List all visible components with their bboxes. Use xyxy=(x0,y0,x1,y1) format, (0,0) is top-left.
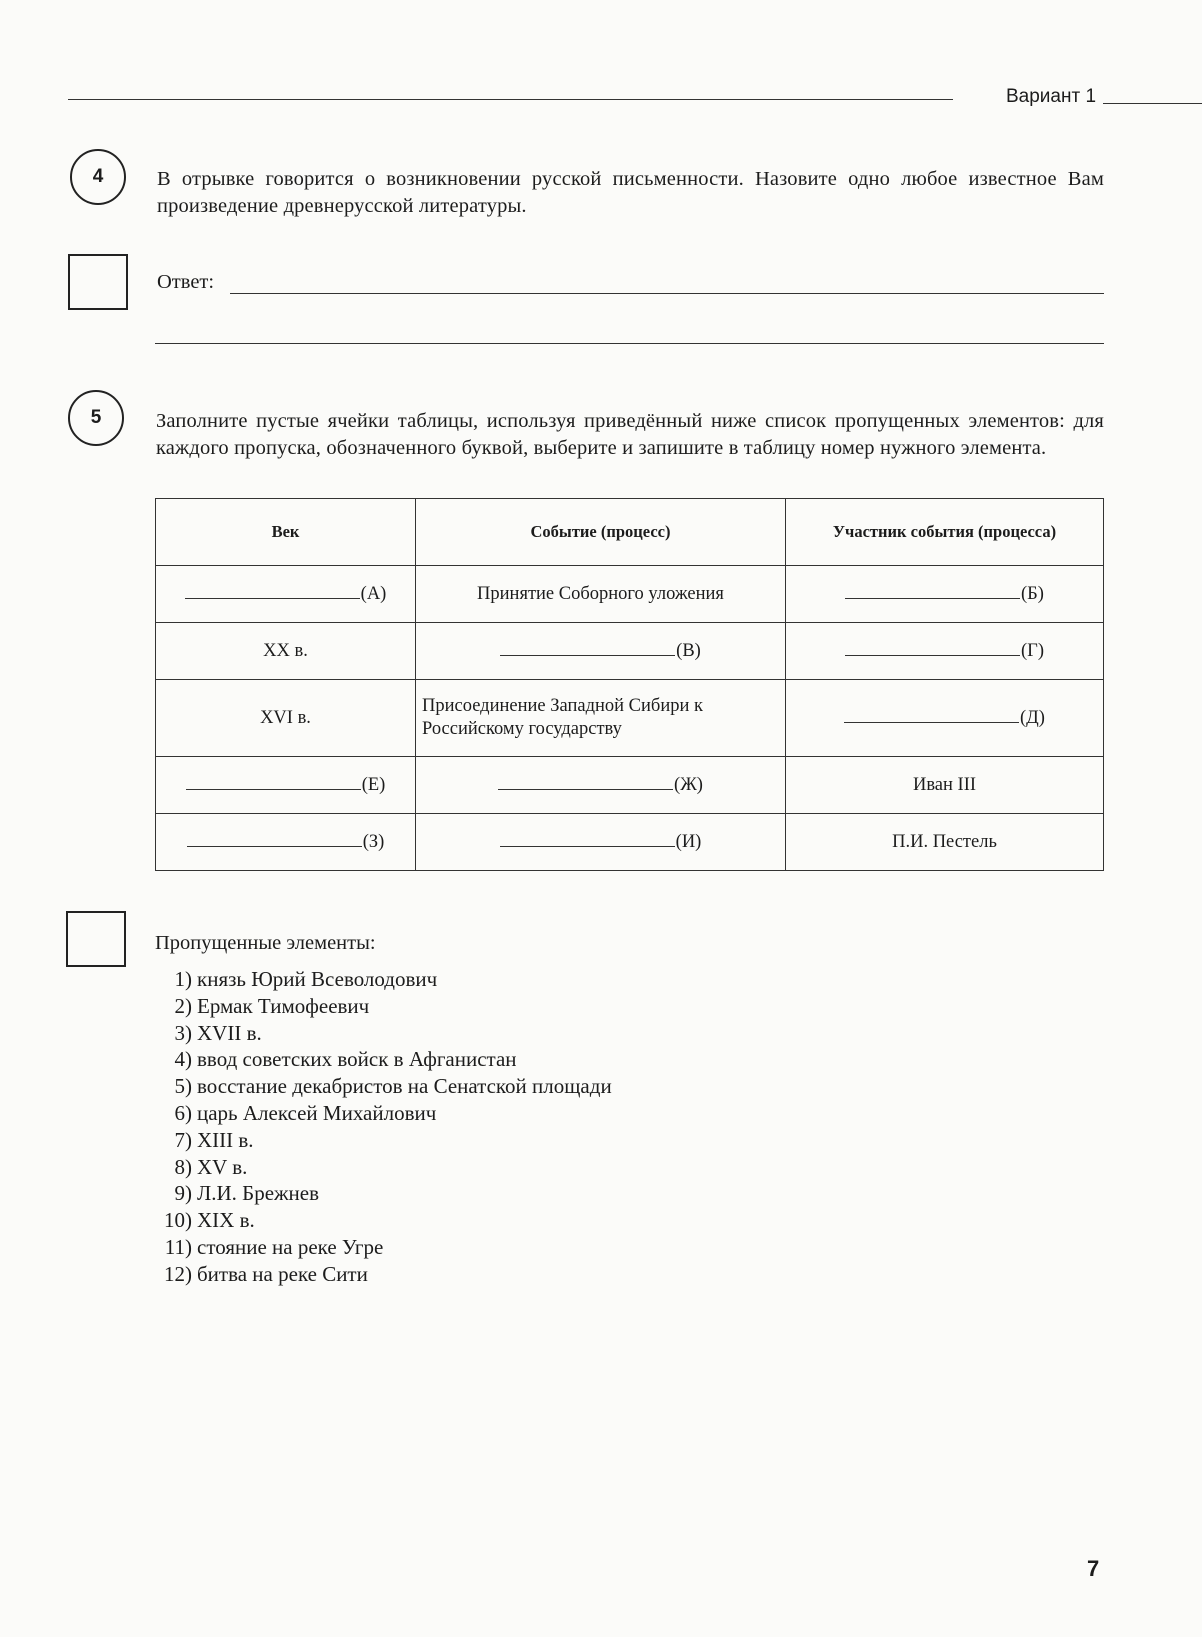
cell-participant-blank[interactable]: (Д) xyxy=(786,680,1104,757)
cell-participant: П.И. Пестель xyxy=(786,814,1104,871)
header-rule-right xyxy=(1103,103,1202,104)
cell-participant-blank[interactable]: (Г) xyxy=(786,623,1104,680)
blank-line xyxy=(844,708,1019,723)
header-century: Век xyxy=(156,499,416,566)
list-item: 7) XIII в. xyxy=(174,1127,254,1152)
answer-line-2[interactable] xyxy=(155,343,1104,344)
header-event: Событие (процесс) xyxy=(416,499,786,566)
cell-century: XX в. xyxy=(156,623,416,680)
blank-line xyxy=(186,775,361,790)
variant-label: Вариант 1 xyxy=(1006,86,1097,107)
task-5-question: Заполните пустые ячейки таблицы, используя приведённый ниже список пропущенных элементов: для каждого пропуска, обозначенного буквой, выберите и запишите в таблицу номер нужного элемента. xyxy=(156,410,1104,459)
list-item: 6) царь Алексей Михайлович xyxy=(174,1100,437,1125)
header-rule xyxy=(68,99,953,100)
answer-line-1[interactable] xyxy=(230,293,1104,294)
answer-label: Ответ: xyxy=(157,271,215,293)
task-5-number: 5 xyxy=(68,390,124,446)
cell-participant: Иван III xyxy=(786,757,1104,814)
list-item: 12) битва на реке Сити xyxy=(164,1261,368,1286)
table-header-row xyxy=(156,499,1104,566)
blank-line xyxy=(845,584,1020,599)
table-row xyxy=(156,814,1104,871)
list-item: 10) XIX в. xyxy=(164,1208,255,1233)
task-5-answer-box[interactable] xyxy=(66,911,126,967)
cell-century-blank[interactable]: (З) xyxy=(156,814,416,871)
cell-event-blank[interactable]: (Ж) xyxy=(416,757,786,814)
cell-event: Принятие Соборного уложения xyxy=(416,566,786,623)
cell-participant-blank[interactable]: (Б) xyxy=(786,566,1104,623)
cell-event-blank[interactable]: (И) xyxy=(416,814,786,871)
blank-line xyxy=(500,641,675,656)
blank-line xyxy=(498,775,673,790)
blank-line xyxy=(187,832,362,847)
table-row xyxy=(156,566,1104,623)
cell-century: XVI в. xyxy=(156,680,416,757)
task-4-number: 4 xyxy=(70,149,126,205)
list-item: 3) XVII в. xyxy=(174,1020,262,1045)
list-item: 1) князь Юрий Всеволодович xyxy=(174,967,438,991)
missing-elements-title: Пропущенные элементы: xyxy=(155,932,376,954)
list-item: 4) ввод советских войск в Афганистан xyxy=(174,1047,517,1072)
list-item: 2) Ермак Тимофеевич xyxy=(174,993,370,1018)
missing-elements-list xyxy=(152,966,612,1288)
table-row xyxy=(156,757,1104,814)
cell-event-blank[interactable]: (В) xyxy=(416,623,786,680)
list-item: 8) XV в. xyxy=(174,1154,248,1179)
blank-line xyxy=(845,641,1020,656)
header-participant: Участник события (процесса) xyxy=(786,499,1104,566)
list-item: 5) восстание декабристов на Сенатской площади xyxy=(174,1074,612,1099)
table-row xyxy=(156,623,1104,680)
cell-century-blank[interactable]: (А) xyxy=(156,566,416,623)
task-4-question: В отрывке говорится о возникновении русской письменности. Назовите одно любое известное Вам произведение древнерусской литературы. xyxy=(157,168,1104,217)
cell-century-blank[interactable]: (Е) xyxy=(156,757,416,814)
blank-line xyxy=(500,832,675,847)
table-row xyxy=(156,680,1104,757)
list-item: 11) стояние на реке Угре xyxy=(164,1234,384,1259)
blank-line xyxy=(185,584,360,599)
page-number: 7 xyxy=(1087,1556,1100,1581)
task-4-answer-box[interactable] xyxy=(68,254,128,310)
events-table xyxy=(155,498,1104,871)
list-item: 9) Л.И. Брежнев xyxy=(174,1181,320,1206)
cell-event: Присоединение Западной Сибири к Российскому государству xyxy=(416,680,786,757)
